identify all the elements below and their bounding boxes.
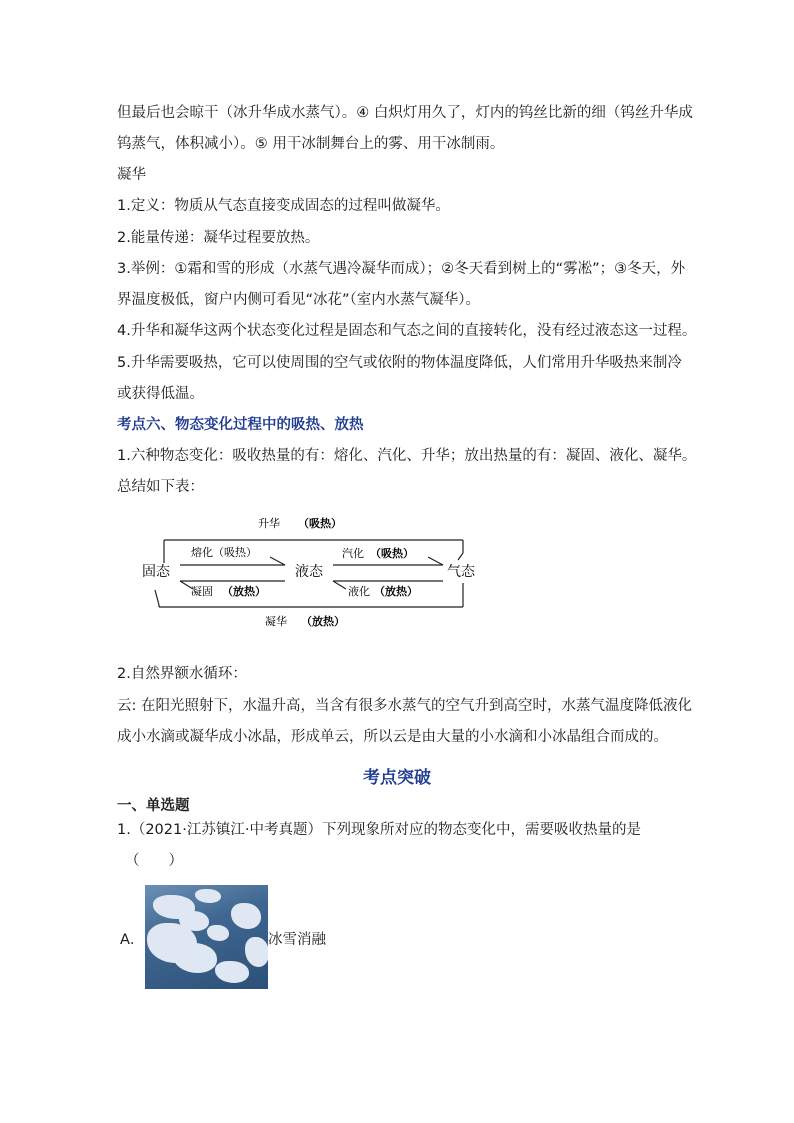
label-liquefaction: 液化 bbox=[348, 585, 370, 598]
text-line: 界温度极低，窗户内侧可看见“冰花”（室内水蒸气凝华）。 bbox=[117, 292, 481, 308]
subheading-sublimation: 凝华 bbox=[117, 167, 146, 183]
label-deposition-note: （放热） bbox=[301, 615, 345, 628]
text-line: 1.六种物态变化：吸收热量的有：熔化、汽化、升华；放出热量的有：凝固、液化、凝华。 bbox=[117, 448, 697, 464]
text-line: 1.定义：物质从气态直接变成固态的过程叫做凝华。 bbox=[117, 198, 450, 214]
text-line: 或获得低温。 bbox=[117, 386, 204, 402]
label-sublimation: 升华 bbox=[258, 517, 280, 530]
ice-melting-image bbox=[145, 885, 268, 989]
text-line: 2.能量传递：凝华过程要放热。 bbox=[117, 230, 320, 246]
part-heading: 一、单选题 bbox=[117, 798, 190, 814]
text-line: 钨蒸气，体积减小）。⑤ 用干冰制舞台上的雾、用干冰制雨。 bbox=[117, 136, 505, 152]
option-a-text: 冰雪消融 bbox=[268, 932, 326, 948]
text-line: 5.升华需要吸热，它可以使周围的空气或依附的物体温度降低，人们常用升华吸热来制冷 bbox=[117, 355, 682, 371]
text-line: 4.升华和凝华这两个状态变化过程是固态和气态之间的直接转化，没有经过液态这一过程。 bbox=[117, 323, 697, 339]
text-line: 2.自然界额水循环： bbox=[117, 666, 247, 682]
section-title: 考点突破 bbox=[363, 768, 431, 788]
label-sublimation-note: （吸热） bbox=[298, 517, 342, 530]
label-solidification-note: （放热） bbox=[222, 585, 266, 598]
label-vaporization: 汽化 bbox=[342, 547, 364, 560]
text-line: 云: 在阳光照射下，水温升高，当含有很多水蒸气的空气升到高空时，水蒸气温度降低液化 bbox=[117, 698, 692, 714]
label-deposition: 凝华 bbox=[265, 615, 287, 628]
question-1-blank: （ ） bbox=[125, 853, 183, 869]
state-change-diagram bbox=[0, 505, 794, 655]
label-solid: 固态 bbox=[142, 564, 170, 580]
text-line: 3.举例：①霜和雪的形成（水蒸气遇冷凝华而成）；②冬天看到树上的“雾凇”；③冬天，外 bbox=[117, 261, 686, 277]
text-line: 成小水滴或凝华成小冰晶，形成单云，所以云是由大量的小水滴和小冰晶组合而成的。 bbox=[117, 729, 668, 745]
label-vaporization-note: （吸热） bbox=[370, 547, 414, 560]
text-line: 总结如下表： bbox=[117, 479, 204, 495]
heading-kaodian-6: 考点六、物态变化过程中的吸热、放热 bbox=[117, 417, 364, 433]
text-line: 但最后也会晾干（冰升华成水蒸气）。④ 白炽灯用久了，灯内的钨丝比新的细（钨丝升华成 bbox=[117, 105, 693, 121]
option-a-label: A． bbox=[120, 932, 145, 948]
label-solidification: 凝固 bbox=[191, 585, 213, 598]
label-gas: 气态 bbox=[447, 564, 475, 580]
question-1: 1.（2021·江苏镇江·中考真题）下列现象所对应的物态变化中，需要吸收热量的是 bbox=[117, 822, 641, 838]
label-liquefaction-note: （放热） bbox=[374, 585, 418, 598]
label-liquid: 液态 bbox=[295, 564, 323, 580]
label-melting: 熔化（吸热） bbox=[191, 546, 257, 559]
